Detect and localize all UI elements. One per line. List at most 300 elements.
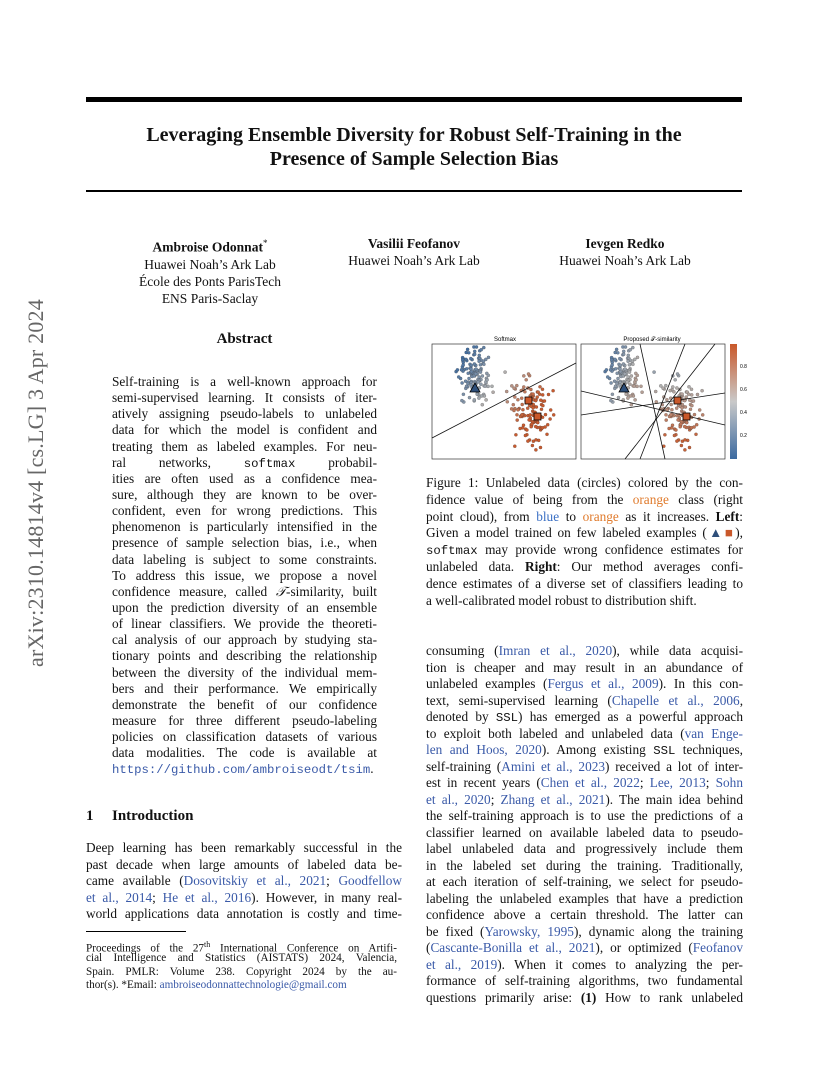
text-line: [426, 559, 743, 576]
citation-link[interactable]: Goodfellow: [338, 873, 402, 888]
unlabeled-point: [668, 427, 671, 430]
unlabeled-point: [460, 399, 463, 402]
citation-link[interactable]: Fergus et al., 2009: [547, 676, 659, 691]
unlabeled-point: [665, 419, 668, 422]
unlabeled-point: [505, 390, 508, 393]
unlabeled-point: [670, 403, 673, 406]
text-span: to exploit both labeled and unlabeled data (: [426, 725, 685, 741]
unlabeled-point: [538, 385, 541, 388]
figure-1: [430, 333, 748, 463]
unlabeled-point: [690, 388, 693, 391]
unlabeled-point: [461, 381, 464, 384]
abstract-line: of linear classifiers. We provide the theoreti-: [112, 616, 377, 632]
unlabeled-point: [510, 407, 513, 410]
unlabeled-point: [614, 385, 617, 388]
text-span: ) received a lot of inter-: [605, 758, 744, 774]
unlabeled-point: [628, 383, 631, 386]
text-span: label unlabeled data and progressively include them: [426, 841, 743, 856]
unlabeled-point: [552, 389, 555, 392]
text-span: How to rank unlabeled: [596, 989, 744, 1005]
text-span: world applications data annotation is costly and time-: [86, 906, 402, 921]
unlabeled-point: [617, 396, 620, 399]
unlabeled-point: [628, 371, 631, 374]
section-number: 1: [86, 808, 94, 824]
unlabeled-point: [611, 363, 614, 366]
text-span: ), dynamic along the training: [573, 923, 743, 939]
citation-link[interactable]: Amini et al., 2023: [501, 758, 606, 774]
colorbar-tick: 0.4: [740, 410, 747, 416]
unlabeled-point: [492, 391, 495, 394]
text-line: [426, 891, 743, 908]
text-span: blue: [536, 508, 560, 524]
citation-link[interactable]: Sohn: [715, 775, 743, 790]
unlabeled-point: [512, 403, 515, 406]
text-span: to: [559, 508, 583, 524]
text-span: Deep learning has been remarkably successful in the: [86, 840, 402, 855]
title-line: Leveraging Ensemble Diversity for Robust Self-Training in the: [146, 124, 682, 146]
unlabeled-point: [674, 428, 677, 431]
text-span: as it increases.: [618, 508, 716, 524]
unlabeled-point: [669, 389, 672, 392]
citation-link[interactable]: van Enge-: [684, 725, 743, 741]
unlabeled-point: [460, 368, 463, 371]
abstract-line: upon the prediction diversity of an ensemble: [112, 599, 377, 615]
unlabeled-point: [687, 393, 690, 396]
abstract-line: cal analysis of our approach by studying sta-: [112, 632, 377, 648]
intro-body: [86, 840, 402, 923]
unlabeled-point: [673, 434, 676, 437]
citation-link[interactable]: Chapelle et al., 2006: [611, 692, 740, 708]
unlabeled-point: [468, 396, 471, 399]
text-span: confidence above a certain threshold. The latter can: [426, 907, 743, 922]
unlabeled-point: [634, 398, 637, 401]
unlabeled-point: [513, 387, 516, 390]
abstract-line: [112, 455, 377, 471]
author-name: Ambroise Odonnat: [152, 239, 263, 255]
abstract-text: ral networks,: [112, 454, 244, 470]
unlabeled-point: [467, 372, 470, 375]
triangle-marker-icon: ▲: [706, 525, 725, 541]
unlabeled-point: [606, 375, 609, 378]
abstract-line: atively assigning pseudo-labels to unlabeled: [112, 406, 377, 422]
unlabeled-point: [664, 384, 667, 387]
unlabeled-point: [485, 398, 488, 401]
abstract-heading: Abstract: [216, 331, 273, 347]
unlabeled-point: [549, 408, 552, 411]
unlabeled-point: [521, 408, 524, 411]
unlabeled-point: [639, 385, 642, 388]
unlabeled-point: [683, 448, 686, 451]
unlabeled-point: [462, 393, 465, 396]
unlabeled-point: [665, 398, 668, 401]
unlabeled-point: [662, 387, 665, 390]
text-span: : Our method averages confi-: [556, 558, 744, 574]
unlabeled-point: [529, 413, 532, 416]
unlabeled-point: [456, 368, 459, 371]
unlabeled-point: [478, 360, 481, 363]
citation-link[interactable]: Yarowsky, 1995: [484, 923, 574, 939]
unlabeled-point: [479, 363, 482, 366]
unlabeled-point: [690, 404, 693, 407]
text-span: orange: [632, 491, 669, 507]
unlabeled-point: [525, 428, 528, 431]
unlabeled-point: [534, 438, 537, 441]
unlabeled-point: [464, 380, 467, 383]
unlabeled-point: [536, 421, 539, 424]
abstract-line: ities are often used as a confidence mea-: [112, 470, 377, 486]
unlabeled-point: [701, 413, 704, 416]
unlabeled-point: [467, 351, 470, 354]
abstract-line: Self-training is a well-known approach for: [112, 374, 377, 389]
unlabeled-point: [514, 433, 517, 436]
text-span: came available (: [86, 873, 184, 888]
unlabeled-point: [692, 399, 695, 402]
author-name: Ievgen Redko: [585, 236, 665, 251]
unlabeled-point: [515, 384, 518, 387]
text-line: [426, 759, 743, 776]
abstract-line: data for which the model is confident and: [112, 422, 377, 438]
unlabeled-point: [679, 423, 682, 426]
text-line: [426, 907, 743, 924]
unlabeled-point: [525, 378, 528, 381]
unlabeled-point: [654, 390, 657, 393]
unlabeled-point: [534, 399, 537, 402]
abstract-line: confident, even for wrong predictions. This: [112, 503, 377, 519]
colorbar-tick: 0.8: [740, 364, 747, 370]
unlabeled-point: [473, 353, 476, 356]
text-span: class (right: [668, 491, 743, 507]
unlabeled-point: [535, 405, 538, 408]
text-span: ),: [735, 525, 743, 541]
unlabeled-point: [687, 385, 690, 388]
text-line: [426, 874, 743, 891]
text-span: ) has emerged as a powerful approach: [518, 709, 743, 724]
unlabeled-point: [478, 375, 481, 378]
unlabeled-point: [541, 404, 544, 407]
text-line: [426, 509, 743, 526]
unlabeled-point: [522, 374, 525, 377]
abstract-line: treating them as labeled examples. For neu-: [112, 438, 377, 454]
unlabeled-point: [538, 393, 541, 396]
unlabeled-point: [487, 356, 490, 359]
citation-link[interactable]: Zhang et al., 2021: [500, 791, 606, 807]
top-rule: [86, 97, 742, 102]
unlabeled-point: [623, 372, 626, 375]
unlabeled-point: [622, 350, 625, 353]
abstract-body: [112, 374, 377, 778]
unlabeled-point: [616, 377, 619, 380]
unlabeled-point: [609, 399, 612, 402]
unlabeled-point: [676, 372, 679, 375]
square-marker-icon: ■: [724, 525, 736, 541]
unlabeled-point: [615, 348, 618, 351]
unlabeled-point: [633, 358, 636, 361]
text-line: [426, 792, 743, 809]
abstract-line: policies on classification datasets of various: [112, 729, 377, 745]
unlabeled-point: [605, 368, 608, 371]
text-line: [426, 957, 743, 974]
text-span: softmax: [426, 544, 478, 559]
unlabeled-point: [462, 363, 465, 366]
author-affiliation: Huawei Noah’s Ark Lab: [348, 253, 480, 268]
unlabeled-point: [526, 407, 529, 410]
section-heading: [86, 808, 193, 825]
author-block: [110, 235, 310, 307]
unlabeled-point: [552, 413, 555, 416]
citation-link[interactable]: Cascante-Bonilla et al., 2021: [430, 940, 596, 955]
unlabeled-point: [480, 348, 483, 351]
footnote-line: [86, 979, 397, 993]
unlabeled-point: [547, 393, 550, 396]
unlabeled-point: [476, 393, 479, 396]
unlabeled-point: [466, 348, 469, 351]
text-span: may provide wrong confidence estimates for: [477, 542, 743, 558]
unlabeled-point: [478, 354, 481, 357]
unlabeled-point: [477, 380, 480, 383]
unlabeled-point: [672, 390, 675, 393]
unlabeled-point: [527, 372, 530, 375]
text-span: labeling the unlabeled examples that have a prediction: [426, 890, 743, 906]
text-line: [426, 593, 743, 610]
unlabeled-point: [504, 371, 507, 374]
unlabeled-point: [610, 381, 613, 384]
colorbar: [730, 344, 737, 459]
unlabeled-point: [515, 413, 518, 416]
unlabeled-point: [524, 434, 527, 437]
colorbar-tick: 0.6: [740, 387, 747, 393]
unlabeled-point: [625, 393, 628, 396]
unlabeled-point: [464, 358, 467, 361]
unlabeled-point: [622, 362, 625, 365]
footnote-line: Spain. PMLR: Volume 238. Copyright 2024 by the au-: [86, 965, 397, 978]
text-span: ;: [490, 791, 501, 807]
text-line: [426, 825, 743, 842]
unlabeled-point: [655, 400, 658, 403]
text-span: (1): [580, 989, 597, 1005]
calT-symbol: 𝒯: [275, 583, 287, 599]
text-span: formance of self-training algorithms, two fundamental: [426, 973, 743, 988]
unlabeled-point: [684, 405, 687, 408]
unlabeled-point: [506, 400, 509, 403]
citation-link[interactable]: Chen et al., 2022: [540, 775, 640, 790]
text-span: :: [739, 508, 743, 524]
text-line: [86, 840, 402, 857]
citation-link[interactable]: Dosovitskiy et al., 2021: [183, 873, 327, 888]
unlabeled-point: [616, 372, 619, 375]
citation-link[interactable]: Imran et al., 2020: [498, 643, 613, 658]
softmax-term: softmax: [243, 456, 296, 471]
text-line: [426, 742, 743, 759]
abstract-text: -similarity, built: [286, 583, 378, 599]
unlabeled-point: [671, 424, 674, 427]
unlabeled-point: [681, 406, 684, 409]
unlabeled-point: [624, 368, 627, 371]
unlabeled-point: [484, 358, 487, 361]
text-line: [86, 890, 402, 907]
unlabeled-point: [546, 423, 549, 426]
unlabeled-point: [641, 391, 644, 394]
author-affiliation: Huawei Noah’s Ark Lab: [144, 256, 276, 272]
unlabeled-point: [671, 385, 674, 388]
unlabeled-point: [541, 388, 544, 391]
unlabeled-point: [520, 413, 523, 416]
unlabeled-point: [487, 374, 490, 377]
author-name: Vasilii Feofanov: [367, 236, 461, 251]
text-span: (: [426, 940, 431, 955]
unlabeled-point: [677, 418, 680, 421]
citation-link[interactable]: He et al., 2016: [162, 889, 252, 905]
unlabeled-point: [626, 397, 629, 400]
unlabeled-point: [529, 388, 532, 391]
abstract-line: demonstrate the benefit of our confidence: [112, 696, 377, 712]
text-line: [426, 709, 743, 726]
section-title: Introduction: [112, 808, 194, 824]
text-span: unlabeled examples (: [426, 676, 548, 691]
text-line: [86, 873, 402, 890]
text-span: Left: [715, 508, 740, 524]
text-line: [426, 726, 743, 743]
right-panel-title: Proposed 𝒯-similarity: [623, 337, 681, 343]
citation-link[interactable]: len and Hoos, 2020: [426, 742, 542, 757]
unlabeled-point: [526, 440, 529, 443]
unlabeled-point: [636, 374, 639, 377]
text-line: [426, 542, 743, 559]
unlabeled-point: [482, 363, 485, 366]
text-span: tion is cheaper and may result in an abundance of: [426, 659, 743, 675]
abstract-line: sure, although they are known to be over-: [112, 486, 377, 502]
unlabeled-point: [690, 393, 693, 396]
text-span: past decade when large amounts of labeled data be-: [86, 856, 402, 872]
unlabeled-point: [635, 378, 638, 381]
unlabeled-point: [534, 448, 537, 451]
text-span: ). In this con-: [658, 676, 743, 691]
text-span: SSL: [653, 744, 676, 758]
text-span: ). Among existing: [541, 742, 654, 757]
text-line: [86, 857, 402, 874]
unlabeled-point: [633, 385, 636, 388]
unlabeled-point: [636, 356, 639, 359]
citation-link[interactable]: Feofanov: [692, 940, 743, 955]
figure-caption: [426, 475, 743, 609]
text-line: [426, 940, 743, 957]
citation-link[interactable]: Lee, 2013: [649, 775, 706, 790]
text-span: fidence value of being from the: [426, 491, 633, 507]
unlabeled-point: [516, 408, 519, 411]
unlabeled-point: [473, 350, 476, 353]
unlabeled-point: [675, 407, 678, 410]
author-affiliation: École des Ponts ParisTech: [139, 273, 281, 289]
unlabeled-point: [675, 386, 678, 389]
text-span: dence estimates of a diverse set of classifiers leading to: [426, 575, 743, 591]
unlabeled-point: [479, 383, 482, 386]
unlabeled-point: [627, 375, 630, 378]
unlabeled-point: [688, 446, 691, 449]
text-span: Right: [525, 558, 557, 574]
unlabeled-point: [680, 444, 683, 447]
arxiv-stamp: arXiv:2310.14814v4 [cs.LG] 3 Apr 2024: [23, 299, 48, 667]
unlabeled-point: [624, 345, 627, 348]
unlabeled-point: [610, 358, 613, 361]
unlabeled-point: [664, 413, 667, 416]
text-line: [426, 990, 743, 1007]
abstract-line: between the diversity of the individual mem-: [112, 664, 377, 680]
text-span: ;: [326, 873, 339, 888]
title-rule: [86, 190, 742, 192]
unlabeled-point: [540, 408, 543, 411]
citation-link[interactable]: et al., 2019: [426, 956, 498, 972]
footnote: [86, 938, 397, 993]
author-block: [525, 235, 725, 269]
unlabeled-point: [528, 418, 531, 421]
unlabeled-point: [690, 426, 693, 429]
unlabeled-point: [522, 424, 525, 427]
unlabeled-point: [467, 377, 470, 380]
text-line: [426, 643, 743, 660]
abstract-line: tionary points and describing the relationship: [112, 648, 377, 664]
text-span: denoted by: [426, 709, 496, 724]
unlabeled-point: [519, 427, 522, 430]
unlabeled-point: [616, 351, 619, 354]
footnote-rule: [86, 931, 186, 932]
paper-title: [86, 123, 742, 171]
unlabeled-point: [484, 385, 487, 388]
text-line: [426, 841, 743, 858]
unlabeled-point: [544, 413, 547, 416]
unlabeled-point: [481, 374, 484, 377]
unlabeled-point: [613, 380, 616, 383]
unlabeled-point: [630, 403, 633, 406]
code-link[interactable]: https://github.com/ambroiseodt/tsim: [112, 763, 371, 778]
unlabeled-point: [522, 385, 525, 388]
unlabeled-point: [516, 419, 519, 422]
abstract-line: semi-supervised learning. It consists of iter-: [112, 390, 377, 406]
citation-link[interactable]: et al., 2020: [426, 791, 491, 807]
unlabeled-point: [549, 417, 552, 420]
text-span: text, semi-supervised learning (: [426, 692, 612, 708]
text-span: ), while data acquisi-: [612, 643, 744, 658]
unlabeled-point: [513, 445, 516, 448]
unlabeled-point: [475, 345, 478, 348]
unlabeled-point: [486, 378, 489, 381]
text-line: [86, 906, 402, 923]
author-email-link[interactable]: ambroiseodonnattechnologie@gmail.com: [159, 979, 347, 992]
unlabeled-point: [477, 397, 480, 400]
unlabeled-point: [521, 403, 524, 406]
unlabeled-point: [693, 413, 696, 416]
colorbar-tick: 0.2: [740, 433, 747, 439]
abstract-line: [112, 761, 377, 777]
text-line: [426, 475, 743, 492]
text-span: unlabeled data.: [426, 558, 526, 574]
unlabeled-point: [481, 403, 484, 406]
unlabeled-point: [457, 375, 460, 378]
abstract-line: bers and their performance. We empirically: [112, 680, 377, 696]
text-line: [426, 693, 743, 710]
unlabeled-point: [627, 354, 630, 357]
unlabeled-point: [475, 368, 478, 371]
abstract-line: phenomenon is particularly intensified in the: [112, 519, 377, 535]
text-span: a well-calibrated model robust to distribution shift.: [426, 592, 697, 608]
citation-link[interactable]: et al., 2014: [86, 889, 153, 905]
text-span: be fixed (: [426, 923, 485, 939]
unlabeled-point: [523, 390, 526, 393]
unlabeled-point: [627, 360, 630, 363]
unlabeled-point: [532, 406, 535, 409]
text-span: questions primarily arise:: [426, 989, 581, 1005]
unlabeled-point: [669, 413, 672, 416]
unlabeled-point: [628, 363, 631, 366]
right-column-body: [426, 643, 743, 1006]
